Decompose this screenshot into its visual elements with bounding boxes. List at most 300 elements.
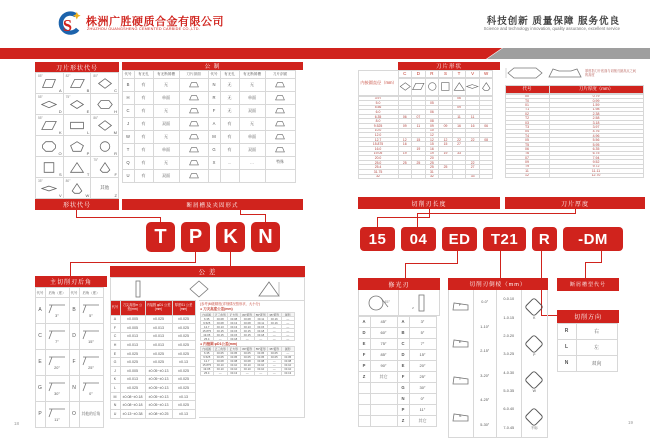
table-cell: N [397,393,410,405]
shape-letter: C [114,88,117,93]
table-row [358,382,440,393]
table-cell: 80°菱形 [240,312,255,318]
table-cell: ±0.025 [145,315,173,325]
table-cell: ±0.10 [213,363,228,368]
table-cell: 刀尖高度m 公差(mm) [120,300,146,316]
table-cell: 9.525 [200,320,215,325]
table-cell: T [452,70,467,78]
table-cell: 16 [398,141,413,147]
table-cell: ±0.013 [120,375,146,385]
table-cell [179,156,209,170]
table-cell: 9.72 [549,164,644,169]
d55-shape-icon [41,98,57,111]
table-cell [179,104,209,118]
table-cell: ±0.025 [172,323,196,333]
company-name-cn: 株洲广胜硬质合金有限公司 [86,16,224,28]
shape-cell-A [36,73,63,93]
table-row [358,349,440,360]
table-cell: ±0.13 [172,392,196,402]
table-cell [438,174,453,180]
angle-item: 4-25° [480,398,490,403]
wiper-body [358,316,440,426]
table-cell [370,415,398,427]
table-cell: X [208,156,221,170]
table-cell: ±0.025 [145,357,173,367]
table-cell: 6.35 [358,114,399,120]
tolerance-main-header [110,300,199,315]
table-cell: 有 [134,156,154,170]
chipbreaker-type-label: 断屑槽型代号 [557,278,619,291]
table-cell: ±0.13 [213,324,228,329]
pent-shape-icon [69,140,85,153]
shape-letter: L [87,130,90,135]
table-cell: 内接圆 φD1 公差(mm) [145,300,173,316]
shape-cell-O [36,136,63,156]
table-cell: 10.0 [358,128,399,134]
table-cell: 22 [452,137,467,143]
sect-shape-icon [183,158,205,168]
table-cell: 11.11 [549,168,644,173]
table-cell [425,78,440,96]
table-cell: 15° [409,349,437,361]
edge-icon-F [451,299,471,317]
table-cell: ±0.013 [120,332,146,342]
table-cell: — [267,332,282,337]
table-cell: 有 [134,169,154,183]
table-cell: ±0.18 [227,336,242,341]
angle-label: 86° [93,116,99,120]
table-cell: ±0.15 [213,328,228,333]
table-cell: 1.59 [549,102,644,107]
svg-text:S: S [62,15,73,35]
table-cell: — [240,336,255,341]
table-cell: 09 [398,123,413,129]
table-cell: — [267,328,282,333]
banner-red [0,48,502,59]
table-cell: ±0.005 [120,366,146,376]
oct-shape-icon [41,140,57,153]
tolerance-note: (参考)M级精度(详细情况按形状、大小分) [200,302,260,306]
size-table-body [358,96,500,179]
sect-shape-icon [269,132,291,142]
table-cell: T4 [505,133,550,138]
sect-shape-icon [269,145,291,155]
corner-shape-W [523,369,545,393]
angle-value: 30° [54,391,60,396]
circle-shape-icon [97,140,113,153]
table-cell: ±0.10 [254,367,269,372]
table-cell: 后角（度） [79,287,104,298]
table-cell: 正三角形 [214,347,226,352]
inscribed-circle-diagram-icon [188,279,210,299]
corner-shape-不标 [523,406,545,431]
table-cell: 12.0 [358,132,399,138]
table-cell: G [208,143,221,157]
table-cell [265,169,296,183]
par55-shape-icon [41,119,57,132]
table-cell: ±0.025 [120,383,146,393]
angle-value: 25° [88,365,94,370]
table-cell: ±0.013 [120,340,146,350]
code-letter-N: N [251,222,280,252]
chamfer-table [448,278,548,438]
table-cell [179,91,209,105]
table-cell: ±0.05 [240,355,255,360]
table-cell [438,78,453,96]
table-cell: U [110,409,121,419]
table-cell [79,375,104,402]
table-cell: 16 [425,146,440,152]
relief-angle-icon [47,355,67,366]
shape-letter: D [58,109,62,114]
table-cell: A [208,117,221,131]
table-cell [220,169,240,183]
table-row [35,297,107,323]
table-cell: 31 [425,169,440,175]
table-cell: ±0.08 [213,320,228,325]
table-cell: ±0.05 [240,351,255,356]
table-cell: 刀片剖面 [179,70,209,79]
table-cell: 5.56 [358,105,399,111]
table-cell: 25 [425,164,440,170]
table-cell: ±0.08 [213,316,228,321]
trig-shape-icon [97,161,113,174]
relief-angle-icon [47,303,67,314]
slogan-cn: 科技创新 质量保障 服务优良 [486,16,620,27]
code-part-R: R [532,227,557,251]
wiper-angle-icon [366,293,392,313]
table-cell: 双面 [153,117,180,131]
table-cell: ±0.025 [172,375,196,385]
wiper-circle-diagram [359,290,399,315]
size-shape-icons [398,78,500,96]
table-row [358,174,500,179]
table-cell: 25.4 [200,371,215,376]
size-table-title: 刀片形状 [398,62,500,70]
other-angle-label: 其他的后角 [81,411,101,416]
table-cell: R [557,323,577,340]
table-cell: 3.97 [549,124,644,129]
chamfer-edge-icons [449,290,474,437]
table-cell: 25 [398,160,413,166]
insert-shape-code-table [35,62,119,199]
table-cell: — [281,324,296,329]
table-cell [265,117,296,131]
table-cell: 19 [398,151,413,157]
table-cell: 25 [411,160,426,166]
thickness-diagram-icon [134,279,142,299]
table-cell: 15 [425,141,440,147]
table-cell: ±0.05 [254,351,269,356]
table-cell: — [281,336,296,341]
corner-shape-K [523,296,545,320]
corner-label: K [533,316,536,321]
table-cell: ±0.13 [227,371,242,376]
table-cell: D [397,349,410,361]
table-cell: — [281,351,296,356]
shape-cell-E [64,94,91,114]
angle-value: 15° [88,339,94,344]
code-part-DM: -DM [563,227,623,251]
table-cell: 20° [409,360,437,372]
edge-letter: S [458,412,462,418]
table-cell: ±0.025 [120,357,146,367]
table-cell: ±0.025 [172,332,196,342]
table-cell: 19.05 [358,151,399,157]
table-cell: 无 [239,78,266,92]
width-item: 6-0.40 [503,407,515,412]
table-cell: 08 [479,137,494,143]
tolerance-diagrams [110,277,305,300]
table-cell: ±0.05~±0.13 [145,383,173,393]
table-cell: W [479,70,494,78]
d80-shape-icon [97,77,113,90]
table-cell: 2.38 [549,111,644,116]
shape-cell-D [36,94,63,114]
shape-cell-W [64,178,91,198]
table-cell: J [122,117,135,131]
table-cell: ±0.13~±0.38 [120,409,146,419]
d86-shape-icon [97,119,113,132]
table-cell: 有无孔 [220,70,240,79]
table-cell: — [213,336,228,341]
relief-angle-icon [81,329,101,340]
table-cell: ±0.005 [120,323,146,333]
table-cell: 0.99 [549,98,644,103]
table-cell: 无 [220,91,240,105]
table-cell [265,91,296,105]
table-cell: 80°菱形 [240,346,255,352]
table-cell: T9 [505,164,550,169]
table-cell: 双向 [576,355,618,372]
edge-icon-E [451,336,471,354]
table-cell: 08 [425,118,440,124]
table-row [122,91,303,104]
table-cell: ±0.08 [227,359,242,364]
table-cell: 9.525 [358,123,399,129]
table-cell: 32 [425,174,440,180]
table-cell [265,104,296,118]
table-cell: M [208,130,221,144]
d35-shape-icon [41,182,57,195]
table-cell: — [213,371,228,376]
table-cell [45,349,70,376]
table-cell: 内接圆 [200,312,215,318]
table-cell: ±0.08 [240,320,255,325]
table-cell: 19 [411,146,426,152]
table-cell: 09 [452,105,467,111]
thickness-note: 厚度指刀片底面与切削刃最高点之间的高度 [585,68,636,77]
shape-cell-C [91,73,118,93]
table-cell: 双面 [239,143,266,157]
table-cell: 25 [425,160,440,166]
table-cell: 12.7 [200,324,215,329]
table-cell: ±0.11 [254,320,269,325]
sect-shape-icon [183,80,205,90]
par85-shape-icon [41,77,57,90]
table-title: 主切削刃后角 [35,276,107,287]
table-title: 公 差 [110,266,305,277]
table-cell: 代号 [122,70,135,79]
table-cell: 正三角形 [214,312,226,317]
table-cell: R [208,91,221,105]
table-cell: — [267,359,282,364]
table-cell: — [254,371,269,376]
table-cell: ±0.13 [227,320,242,325]
page-number-left: 18 [14,421,20,426]
table-cell: 20 [425,155,440,161]
table-cell: 11° [409,404,437,416]
page-number-right: 19 [628,420,634,425]
table-cell [45,375,70,402]
table-cell: 12 [398,137,413,143]
table-row [557,323,619,339]
table-cell: 0.79 [549,94,644,99]
table-cell: ±0.025 [172,315,196,325]
table-row [358,393,440,404]
corner-label: W [532,389,536,394]
d35-shape-icon [466,81,479,92]
relief-angle-icon [47,329,67,340]
table-cell: 06 [505,146,550,151]
code-part-T21: T21 [483,227,526,251]
table-cell: F [358,349,371,361]
corner-diamond-icon [523,406,545,428]
company-name-en: ZHUZHOU GUANGSHENG CEMENTED CARBIDE CO.,LTD. [87,27,200,31]
table-row [35,349,107,375]
table-cell: 00 [505,94,550,99]
angle-value: 11° [54,417,60,422]
shape-cell-K [36,115,63,135]
tip-height-diagram-icon [257,279,281,299]
table-cell: 09 [438,123,453,129]
chamfer-widths [497,290,522,437]
chamfer-body [448,290,548,438]
company-logo [56,10,82,38]
table-cell: ±0.11 [254,316,269,321]
table-cell: E [358,338,371,350]
table-cell: 16 [452,123,467,129]
angle-item: 1-10° [480,324,490,329]
table-cell: 12.7 [200,359,215,364]
table-cell: 代号 [110,300,121,316]
table-cell: C [398,70,413,78]
table-cell: 6.75 [549,151,644,156]
table-cell: 45° [370,316,398,328]
table-cell: 代号 [208,70,221,79]
relief-header [35,287,107,297]
table-cell: 06 [479,123,494,129]
table-cell: H [110,340,121,350]
shape-letter: S [58,172,62,177]
table-cell: 25° [409,371,437,383]
table-cell: ±0.05 [281,355,296,360]
code-letter-T: T [146,222,175,252]
table-cell: 85° [370,349,398,361]
sect-shape-icon [183,106,205,116]
table-cell: 圆形 [281,346,296,352]
table-cell [265,130,296,144]
table-cell: ±0.05 [227,355,242,360]
sect-shape-icon [183,132,205,142]
table-cell: 8.0 [358,118,399,124]
table-cell: ±0.18 [254,332,269,337]
shape-letter: E [86,109,90,114]
table-cell: 55°菱形 [254,346,269,352]
corner-diamond-icon [523,333,545,355]
shape-cell-L [64,115,91,135]
table-cell: … [239,156,266,170]
corner-diamond-icon [523,296,545,321]
table-cell: — [281,316,296,321]
table-cell [239,169,266,183]
table-cell: L [557,339,577,356]
table-cell: 有 [220,117,240,131]
table-row [358,371,440,382]
table-cell: 1.98 [549,107,644,112]
table-cell: 12 [425,137,440,143]
code-letter-K: K [216,222,245,252]
angle-item: 2-15° [480,349,490,354]
table-cell: ±0.10 [240,363,255,368]
table-cell: ±0.15 [240,332,255,337]
angle-item: 0-0° [481,300,489,305]
tri-shape-icon [69,161,85,174]
shape-letter: F [114,172,117,177]
corner-label: 不标 [530,425,538,430]
table-cell: ±0.05 [267,351,282,356]
table-cell: 6.35 [200,316,215,321]
shape-cell-F [91,157,118,177]
table-row [358,327,440,338]
table-cell: ±0.05 [213,355,228,360]
table-cell: 19.05 [200,367,215,372]
table-cell: 7° [409,338,437,350]
corner-diamond-icon [523,369,545,394]
table-cell: ±0.16 [267,320,282,325]
code-part-15: 15 [360,227,395,251]
table-cell: 有无孔 [134,70,154,79]
table-title: 刀片形状代号 [35,62,119,72]
angle-label: 75° [93,158,99,162]
thickness-diagrams [505,62,645,84]
table-cell: 无 [153,104,180,118]
d75-shape-icon [69,98,85,111]
table-cell: N [208,78,221,92]
table-cell: … [220,156,240,170]
table-cell: 3° [409,316,437,328]
table-cell: 无 [220,78,240,92]
shape-cell-R [91,136,118,156]
angle-value: 0° [89,391,93,396]
code-part-04: 04 [401,227,436,251]
table-cell: 有 [134,78,154,92]
table-cell: 代号 [505,85,550,94]
table-cell: 9.52 [549,159,644,164]
tolerance-main-body [110,315,199,418]
table-cell [479,174,494,180]
table-cell: ±0.05 [254,355,269,360]
angle-label: 55° [38,116,43,120]
table-cell: A [397,316,410,328]
rect-shape-icon [69,119,85,132]
table-cell: 4.76 [549,129,644,134]
table-cell: 07 [411,114,426,120]
shape-cell-H [91,94,118,114]
table-cell: 90° [370,360,398,372]
table-cell [398,78,413,96]
shape-letter: B [86,88,90,93]
